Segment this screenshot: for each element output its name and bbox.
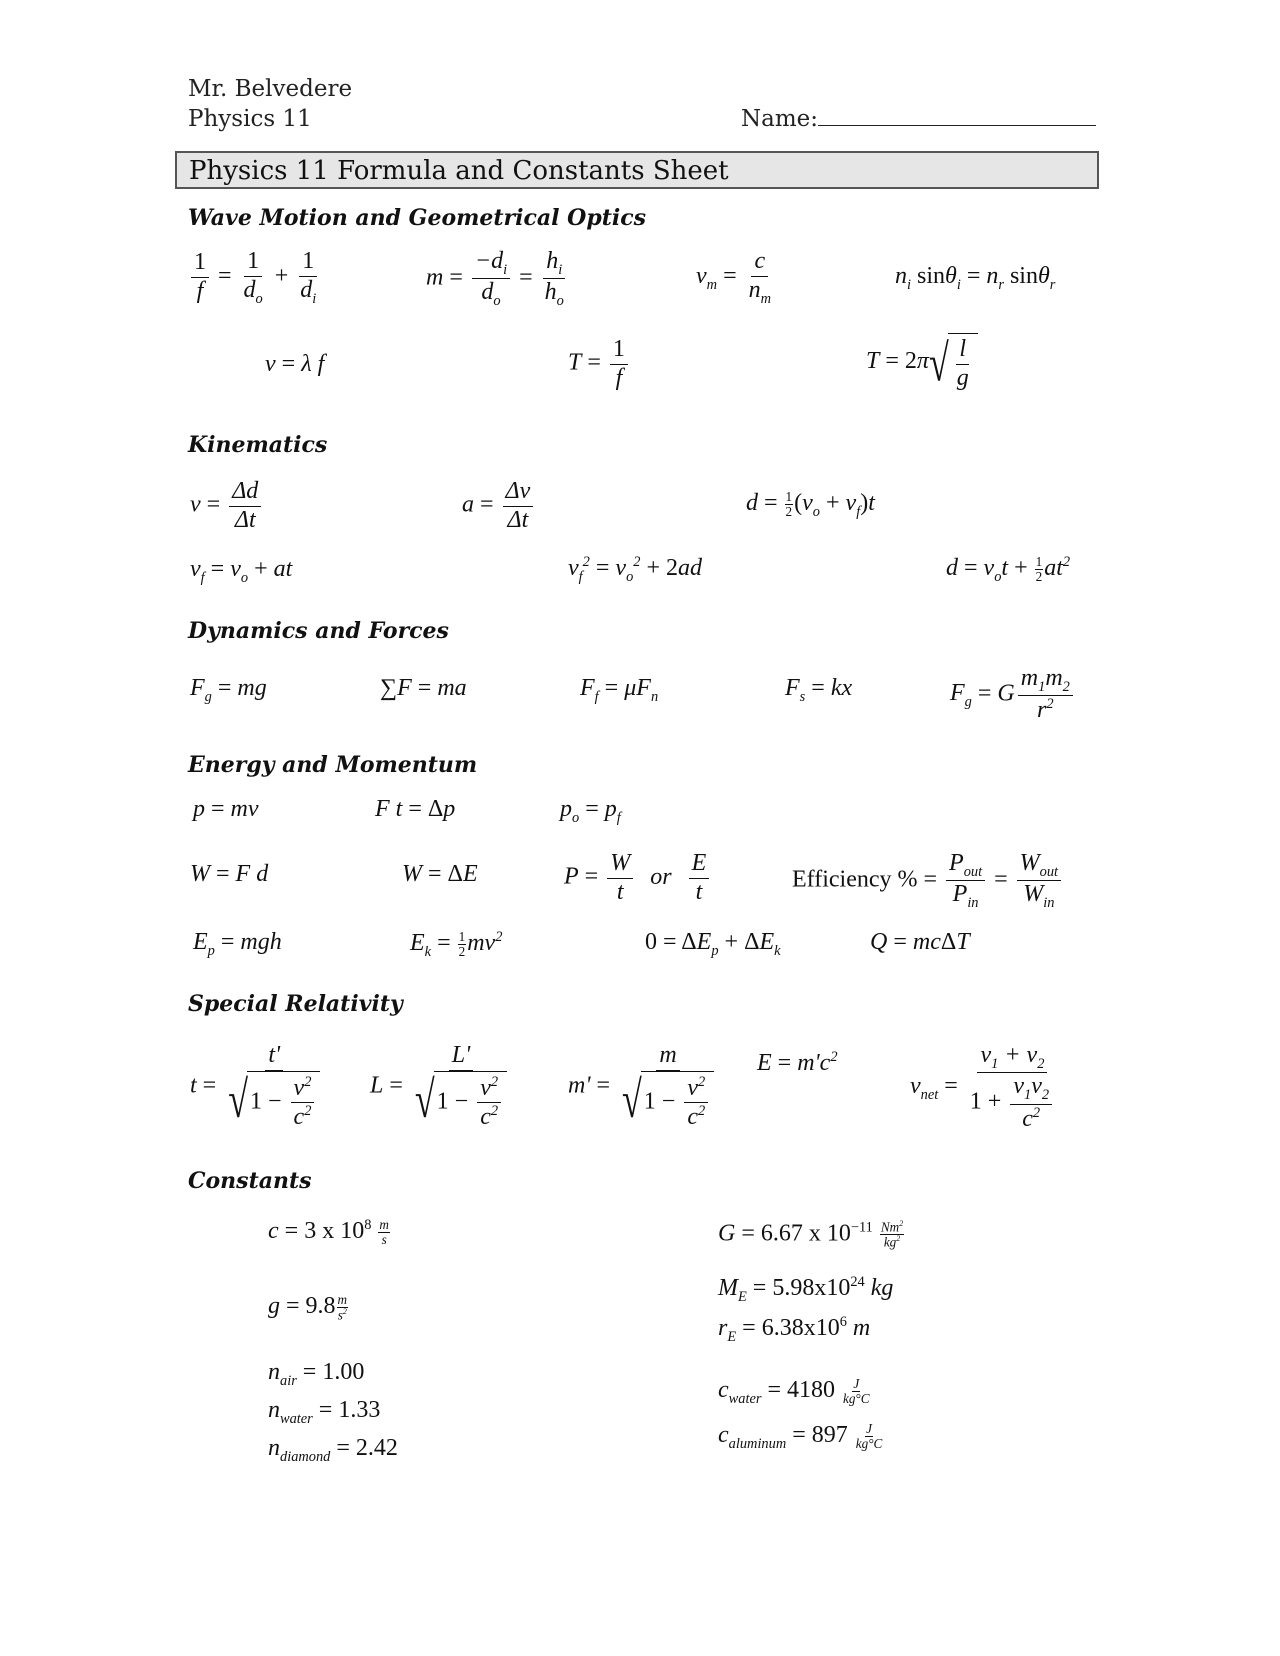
section-heading-kinematics: Kinematics — [188, 432, 328, 458]
formula-power: P = $\frac{W}{t}$ or $\frac{E}{t}$ — [564, 850, 712, 906]
formula-displacement: $d = v_ot$ + $\frac{1}{2}$ $at^2$ — [946, 554, 1071, 585]
constant-specific-heat-aluminum: $c_{aluminum} = 897$ $\frac{J}{kg^\circ C}$ — [718, 1421, 883, 1452]
title-banner — [175, 151, 1099, 189]
formula-relativistic-mass: m' = m √1 − $\frac{v^2}{c^2}$ — [568, 1042, 720, 1132]
constant-g-value: 9.8 — [305, 1293, 336, 1320]
formula-gravity-force: $F_g$ = mg — [190, 675, 267, 705]
constant-n-air-value: 1.00 — [322, 1359, 365, 1385]
formula-efficiency: Efficiency % = $P_{out}$ $P_{in}$ = $W_{out}$ $W_{in}$ — [792, 850, 1064, 912]
formula-momentum-conservation: $p_o = p_f$ — [560, 796, 621, 826]
formula-velocity: v = $\frac{\Delta d}{\Delta t}$ — [190, 478, 264, 534]
constant-earth-mass-value: 5.98x10 — [772, 1275, 851, 1301]
constant-n-diamond: $n_{diamond} = 2.42$ — [268, 1435, 398, 1465]
section-heading-wave: Wave Motion and Geometrical Optics — [188, 205, 647, 231]
constant-gravity-acceleration: g = 9.8 $\frac{m}{s^2}$ — [268, 1292, 348, 1323]
formula-spring-force: $F_s$ = kx — [785, 675, 853, 705]
formula-universal-gravitation: $F_g = G$ $\frac{m_1m_2}{r^2}$ — [950, 665, 1076, 725]
constant-earth-radius-value: 6.38x10 — [761, 1315, 840, 1341]
constant-c-aluminum-value: 897 — [811, 1421, 848, 1448]
constant-n-water-value: 1.33 — [338, 1397, 381, 1423]
formula-heat: Q = mcΔT — [870, 929, 970, 955]
formula-velocity-squared: $v_f^2 = v_o^2 + 2ad$ — [568, 554, 703, 585]
constant-earth-radius-exponent: 6 — [839, 1314, 847, 1330]
formula-work-energy: W = ΔE — [402, 861, 478, 887]
formula-average-displacement: d = $\frac{1}{2}$ $(v_o + v_f)t$ — [746, 489, 875, 520]
section-heading-constants: Constants — [188, 1168, 312, 1194]
formula-mass-energy: $E = m'c^2$ — [757, 1049, 838, 1076]
constant-speed-of-light: c = 3 x $10^8$ $\frac{m}{s}$ — [268, 1217, 389, 1247]
section-heading-dynamics: Dynamics and Forces — [188, 618, 449, 644]
constant-c-exponent: 8 — [364, 1217, 372, 1233]
formula-length-contraction: L = L' √1 − $\frac{v^2}{c^2}$ — [370, 1042, 513, 1132]
constant-earth-mass-exponent: 24 — [850, 1274, 865, 1290]
formula-kinetic-energy: $E_k$ = $\frac{1}{2}$ $mv^2$ — [410, 929, 503, 960]
constant-c-value: 3 x 10 — [304, 1218, 365, 1244]
formula-acceleration: a = $\frac{\Delta v}{\Delta t}$ — [462, 478, 536, 534]
course-name: Physics 11 — [188, 106, 312, 132]
formula-time-dilation: t = t' √1 − $\frac{v^2}{c^2}$ — [190, 1042, 326, 1132]
constant-earth-radius: $r_E = 6.38x10^6$ m — [718, 1314, 871, 1345]
formula-speed-in-medium: $v_m$ = $\frac{c}{n_m}$ — [696, 248, 772, 307]
constant-G-value: 6.67 x 10 — [760, 1220, 851, 1247]
name-label: Name: — [741, 106, 819, 132]
formula-velocity-addition: $v_{net}$ = $v_1 + v_2$ 1 + $\frac{v_1v_2}{c^2}$ — [910, 1042, 1061, 1133]
formula-newtons-second-law: ∑F = ma — [380, 675, 467, 701]
formula-pendulum-period: T = 2π√ $\frac{l}{g}$ — [866, 333, 978, 392]
constant-gravitational: G = 6.67 x $10^{-11}$ $\frac{Nm^2}{kg^2}$ — [718, 1219, 904, 1250]
section-heading-energy: Energy and Momentum — [188, 752, 478, 778]
or-word: or — [650, 863, 672, 890]
formula-friction: $F_f = \mu F_n$ — [580, 675, 659, 705]
teacher-name: Mr. Belvedere — [188, 76, 353, 102]
formula-lens-equation: $\frac{1}{f}$ = $\frac{1}{d_o}$ + $\frac{1}{d_i}$ — [188, 248, 322, 307]
constant-earth-mass: $M_E = 5.98x10^{24}$ kg — [718, 1274, 894, 1305]
efficiency-label: Efficiency % — [792, 866, 918, 893]
formula-work: W = F d — [190, 861, 269, 887]
constant-n-water: $n_{water} = 1.33$ — [268, 1397, 381, 1427]
constant-n-air: $n_{air} = 1.00$ — [268, 1359, 365, 1389]
formula-final-velocity: $v_f = v_o$ + at — [190, 556, 293, 586]
formula-impulse: F t = Δp — [375, 796, 456, 822]
formula-wave-speed: v = λ f — [265, 351, 325, 377]
constant-specific-heat-water: $c_{water} = 4180$ $\frac{J}{kg^\circ C}$ — [718, 1376, 870, 1407]
student-name-field[interactable] — [741, 106, 1096, 132]
constant-G-exponent: −11 — [850, 1219, 873, 1236]
section-heading-relativity: Special Relativity — [188, 991, 403, 1017]
name-blank-line[interactable] — [818, 107, 1096, 126]
formula-magnification: m = $\frac{-d_i}{d_o}$ = $\frac{h_i}{h_o}$ — [426, 248, 564, 310]
formula-period: T = $\frac{1}{f}$ — [568, 336, 631, 392]
formula-potential-energy: $E_p$ = mgh — [193, 929, 282, 959]
constant-c-water-value: 4180 — [786, 1376, 835, 1403]
page-title: Physics 11 Formula and Constants Sheet — [189, 156, 729, 186]
constant-n-diamond-value: 2.42 — [355, 1435, 398, 1461]
formula-snells-law: $n_i$ $\sin\theta_i = n_r$ sinθ$_r$ — [895, 263, 1056, 293]
formula-energy-conservation: $0 = \Delta E_p + \Delta E_k$ — [645, 929, 781, 959]
formula-momentum: p = mv — [193, 796, 259, 822]
